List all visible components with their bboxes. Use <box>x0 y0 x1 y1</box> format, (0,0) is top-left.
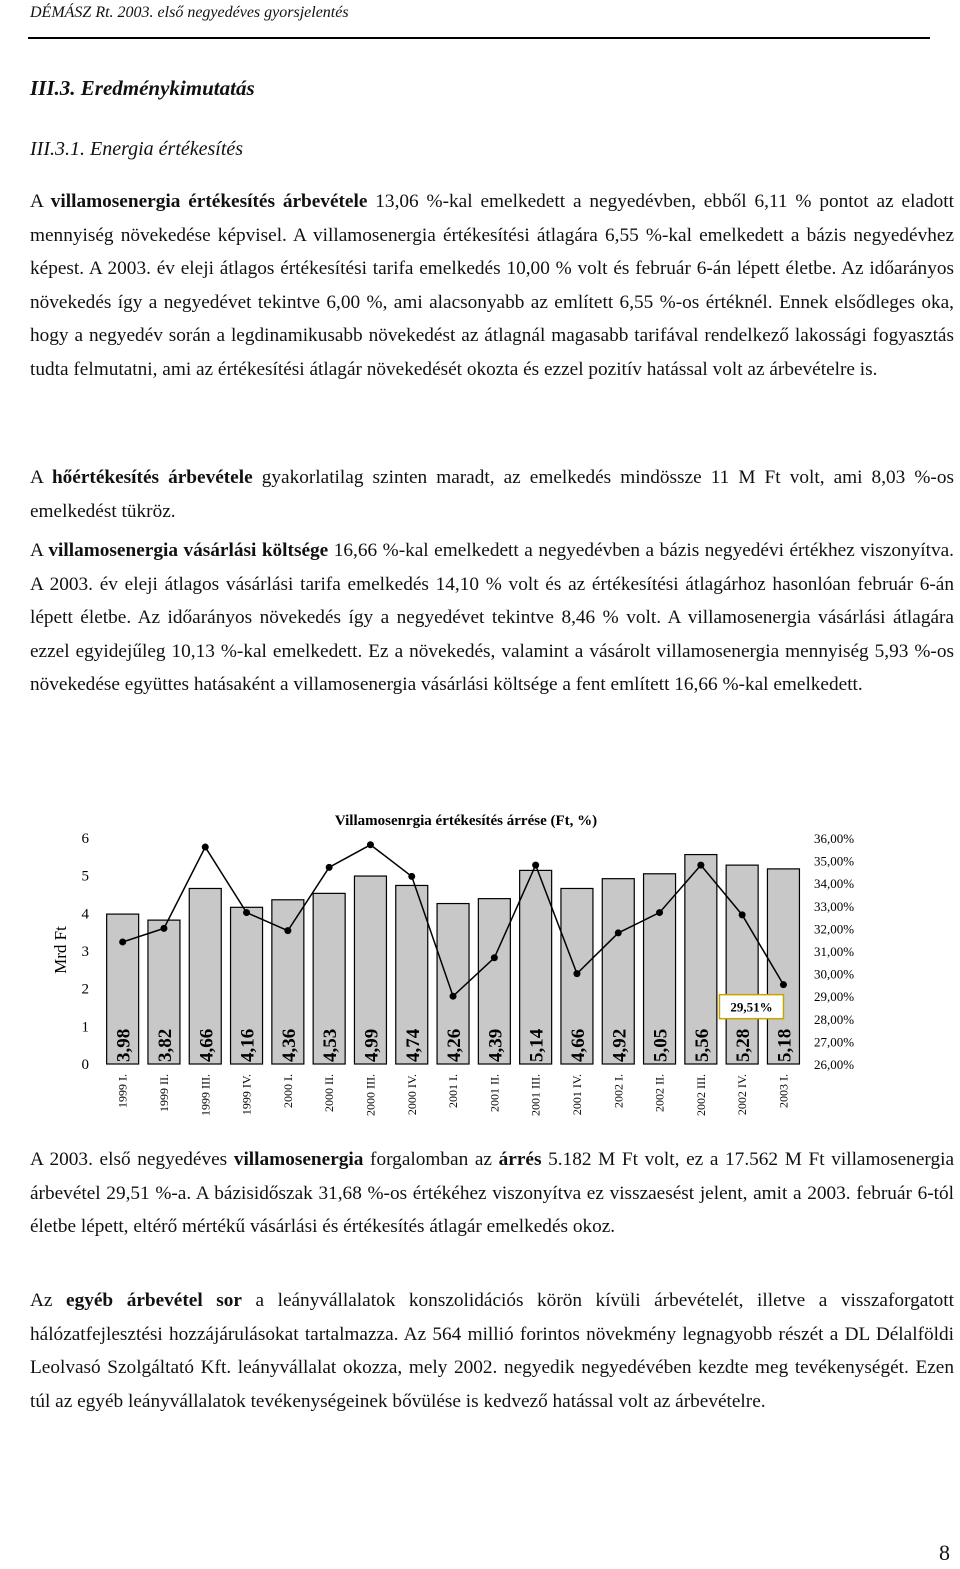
y2-tick-label: 34,00% <box>814 876 855 892</box>
line-point <box>202 844 209 851</box>
y2-tick-label: 35,00% <box>814 853 855 869</box>
x-tick-label: 2001 II. <box>487 1074 502 1112</box>
y-axis-label: Mrd Ft <box>51 926 70 974</box>
line-point <box>573 970 580 977</box>
line-point <box>780 981 787 988</box>
subsection-title: III.3.1. Energia értékesítés <box>30 138 244 160</box>
bar-value-label: 3,82 <box>154 1028 176 1062</box>
y-tick-label: 2 <box>81 981 89 998</box>
bar-value-label: 3,98 <box>113 1028 135 1062</box>
y-tick-label: 0 <box>81 1057 89 1073</box>
x-tick-label: 2000 II. <box>322 1074 337 1112</box>
x-tick-label: 1999 IV. <box>239 1074 254 1116</box>
line-point <box>656 909 663 916</box>
x-tick-label: 1999 II. <box>156 1074 171 1112</box>
line-point <box>532 862 539 869</box>
y2-tick-label: 33,00% <box>814 898 855 914</box>
bar-value-label: 4,26 <box>444 1028 466 1062</box>
x-tick-label: 2000 III. <box>363 1074 378 1116</box>
bar-value-label: 4,53 <box>320 1028 342 1062</box>
y2-tick-label: 27,00% <box>814 1034 855 1050</box>
line-point <box>450 993 457 1000</box>
header-rule <box>28 37 930 39</box>
bar-value-label: 4,66 <box>567 1028 589 1062</box>
y-tick-label: 3 <box>81 944 89 960</box>
line-point <box>243 909 250 916</box>
margin-chart <box>0 800 960 1130</box>
y2-tick-label: 28,00% <box>814 1011 855 1027</box>
x-tick-label: 2002 II. <box>652 1074 667 1112</box>
x-tick-label: 1999 I. <box>115 1074 130 1108</box>
chart-title: Villamosenrgia értékesítés árrése (Ft, %) <box>334 813 598 829</box>
y2-tick-label: 31,00% <box>814 944 855 959</box>
x-tick-label: 1999 III. <box>198 1074 213 1116</box>
paragraph-other-revenue: Az egyéb árbevétel sor a leányvállalatok konszolidációs körön kívüli árbevételét, illetve a visszaforgatott hálózatfejlesztési hozzájárulásokat tartalmazza. Az 564 millió forintos növekmény legnagyobb részét a DL Délalföldi Leolvasó Szolgáltató Kft. leányvállalat okozza, mely 2002. negyedik negyedévében kezdte meg tevékenységét. Ezen túl az egyéb leányvállalatok tevékenységeinek bővülése is kedvező hatással volt az árbevételre. <box>30 1290 954 1412</box>
page-number: 8 <box>939 1540 950 1565</box>
paragraph-margin: A 2003. első negyedéves villamosenergia forgalomban az árrés 5.182 M Ft volt, ez a 17.562 M Ft villamosenergia árbevétel 29,51 %-a. A bázisidőszak 31,68 %-os értékéhez viszonyítva ez visszaesést jelent, amit a 2003. február 6-tól életbe lépett, eltérő mértékű vásárlási és értékesítés átlagár emelkedés okoz. <box>30 1149 955 1238</box>
x-tick-label: 2003 I. <box>776 1074 791 1108</box>
bar-value-label: 4,16 <box>237 1028 259 1062</box>
x-tick-label: 2002 I. <box>611 1074 626 1108</box>
line-point <box>326 864 333 871</box>
line-point <box>119 938 126 945</box>
y-tick-label: 1 <box>81 1019 89 1036</box>
line-point <box>615 929 622 936</box>
bar-value-label: 4,66 <box>196 1028 218 1062</box>
bar-value-label: 5,18 <box>774 1028 796 1062</box>
y2-tick-label: 26,00% <box>814 1057 855 1072</box>
line-point <box>739 911 746 918</box>
line-point <box>491 954 498 961</box>
line-point <box>160 925 167 932</box>
y2-tick-label: 32,00% <box>814 921 855 937</box>
y-tick-label: 5 <box>81 868 89 885</box>
line-point <box>284 927 291 934</box>
x-tick-label: 2000 I. <box>280 1074 295 1108</box>
bar-value-label: 4,39 <box>485 1028 507 1062</box>
x-tick-label: 2000 IV. <box>404 1074 419 1116</box>
y2-tick-label: 29,00% <box>814 989 855 1005</box>
y2-tick-label: 36,00% <box>814 831 855 846</box>
paragraph-heat-sales: A hőértékesítés árbevétele gyakorlatilag szinten maradt, az emelkedés mindössze 11 M Ft volt, ami 8,03 %-os emelkedést tükröz. <box>30 467 954 522</box>
line-point <box>408 873 415 880</box>
section-title: III.3. Eredménykimutatás <box>30 76 255 100</box>
bar-value-label: 5,05 <box>650 1028 672 1062</box>
annotation-label: 29,51% <box>730 999 773 1015</box>
y-tick-label: 6 <box>81 831 89 847</box>
bar-value-label: 4,74 <box>402 1028 424 1062</box>
bar-value-label: 5,14 <box>526 1028 548 1062</box>
y-tick-label: 4 <box>81 906 89 923</box>
x-tick-label: 2002 IV. <box>735 1074 750 1116</box>
line-point <box>367 841 374 848</box>
paragraph-purchase-cost: A villamosenergia vásárlási költsége 16,66 %-kal emelkedett a negyedévben a bázis negyedévi értékhez viszonyítva. A 2003. év eleji átlagos vásárlási tarifa emelkedés 14,10 % volt és az értékesítési átlagárhoz hasonlóan február 6-án lépett életbe. Az időarányos növekedés így a negyedévet tekintve 8,46 % volt. A villamosenergia vásárlási átlagára ezzel egyidejűleg 10,13 %-kal emelkedett. Ez a növekedés, valamint a vásárolt villamosenergia mennyiség 5,93 %-os növekedése együttes hatásaként a villamosenergia vásárlási költsége a fent említett 16,66 %-kal emelkedett. <box>30 540 954 696</box>
line-point <box>697 862 704 869</box>
paragraph-electricity-sales: A villamosenergia értékesítés árbevétele 13,06 %-kal emelkedett a negyedévben, ebből 6,11 % pontot az eladott mennyiség növekedése képvisel. A villamosenergia értékesítési átlagára 6,55 %-kal emelkedett a bázis negyedévhez képest. A 2003. év eleji átlagos értékesítési tarifa emelkedés 10,00 % volt és február 6-án lépett életbe. Az időarányos növekedés így a negyedévet tekintve 6,00 %, ami alacsonyabb az említett 6,55 %-os értéknél. Ennek elsődleges oka, hogy a negyedév során a legdinamikusabb növekedést az átlagnál magasabb tarifával rendelkező lakossági fogyasztás tudta felmutatni, ami az értékesítési átlagár növekedését okozta és ezzel pozitív hatással volt az árbevételre is. <box>30 191 954 380</box>
x-tick-label: 2002 III. <box>693 1074 708 1116</box>
y2-tick-label: 30,00% <box>814 966 855 982</box>
bar-value-label: 4,92 <box>609 1028 631 1062</box>
x-tick-label: 2001 I. <box>446 1074 461 1108</box>
document-header: DÉMÁSZ Rt. 2003. első negyedéves gyorsjelentés <box>30 4 349 21</box>
bar-value-label: 4,99 <box>361 1028 383 1062</box>
bar-value-label: 5,56 <box>691 1028 713 1062</box>
bar-value-label: 5,28 <box>733 1028 755 1062</box>
x-tick-label: 2001 III. <box>528 1074 543 1116</box>
bar-value-label: 4,36 <box>278 1028 300 1062</box>
x-tick-label: 2001 IV. <box>569 1074 584 1116</box>
